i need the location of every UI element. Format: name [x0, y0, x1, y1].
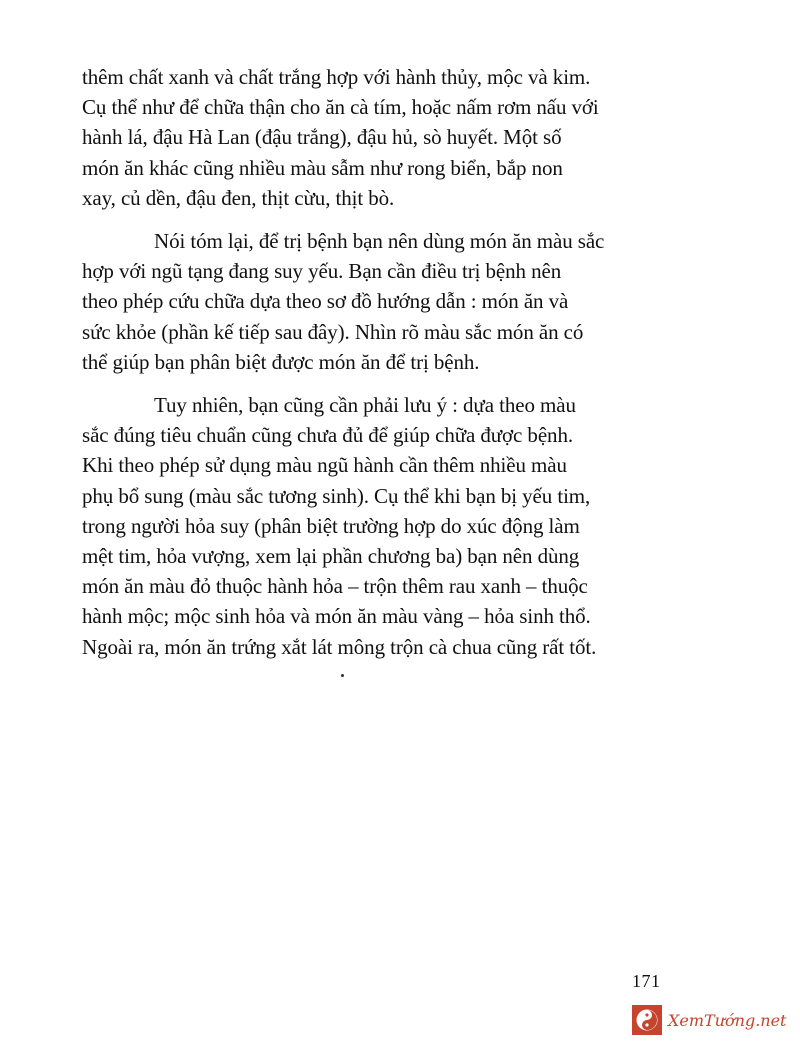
text-line: Ngoài ra, món ăn trứng xắt lát mông trộn cà chua cũng rất tốt.: [82, 634, 597, 659]
text-line: hành mộc; mộc sinh hỏa và món ăn màu vàng – hỏa sinh thổ.: [82, 604, 591, 629]
text-line: món ăn khác cũng nhiều màu sẫm như rong biển, bắp non: [82, 155, 563, 180]
text-line: sức khỏe (phần kế tiếp sau đây). Nhìn rõ màu sắc món ăn có: [82, 319, 584, 344]
text-line: sắc đúng tiêu chuẩn cũng chưa đủ để giúp chữa được bệnh.: [82, 423, 573, 448]
text-line: mệt tim, hỏa vượng, xem lại phần chương ba) bạn nên dùng: [82, 544, 580, 569]
text-line: hợp với ngũ tạng đang suy yếu. Bạn cần điều trị bệnh nên: [82, 259, 562, 284]
watermark-text: XemTướng.net: [668, 1010, 787, 1030]
text-line: trong người hỏa suy (phân biệt trường hợp do xúc động làm: [82, 513, 580, 538]
text-line: xay, củ dền, đậu đen, thịt cừu, thịt bò.: [82, 185, 395, 210]
text-line: thêm chất xanh và chất trắng hợp với hành thủy, mộc và kim.: [82, 65, 591, 89]
page-body: [82, 62, 662, 662]
text-line: Tuy nhiên, bạn cũng cần phải lưu ý : dựa theo màu: [154, 393, 576, 418]
paragraph-1: [82, 62, 662, 213]
page-number: 171: [632, 971, 661, 991]
text-line: theo phép cứu chữa dựa theo sơ đồ hướng dẫn : món ăn và: [82, 289, 569, 314]
text-line: thể giúp bạn phân biệt được món ăn để trị bệnh.: [82, 349, 480, 374]
text-line: hành lá, đậu Hà Lan (đậu trắng), đậu hủ, sò huyết. Một số: [82, 125, 562, 150]
yin-yang-icon: [632, 1005, 662, 1035]
text-line: Cụ thể như để chữa thận cho ăn cà tím, hoặc nấm rơm nấu với: [82, 95, 599, 120]
paragraph-3: [82, 390, 662, 662]
scan-speck: [341, 674, 344, 677]
text-line: Nói tóm lại, để trị bệnh bạn nên dùng món ăn màu sắc: [154, 229, 605, 254]
text-line: món ăn màu đỏ thuộc hành hỏa – trộn thêm rau xanh – thuộc: [82, 574, 588, 599]
text-line: Khi theo phép sử dụng màu ngũ hành cần thêm nhiều màu: [82, 453, 567, 478]
text-line: phụ bổ sung (màu sắc tương sinh). Cụ thể khi bạn bị yếu tim,: [82, 483, 591, 508]
watermark: [632, 1000, 794, 1040]
paragraph-2: [82, 226, 662, 377]
